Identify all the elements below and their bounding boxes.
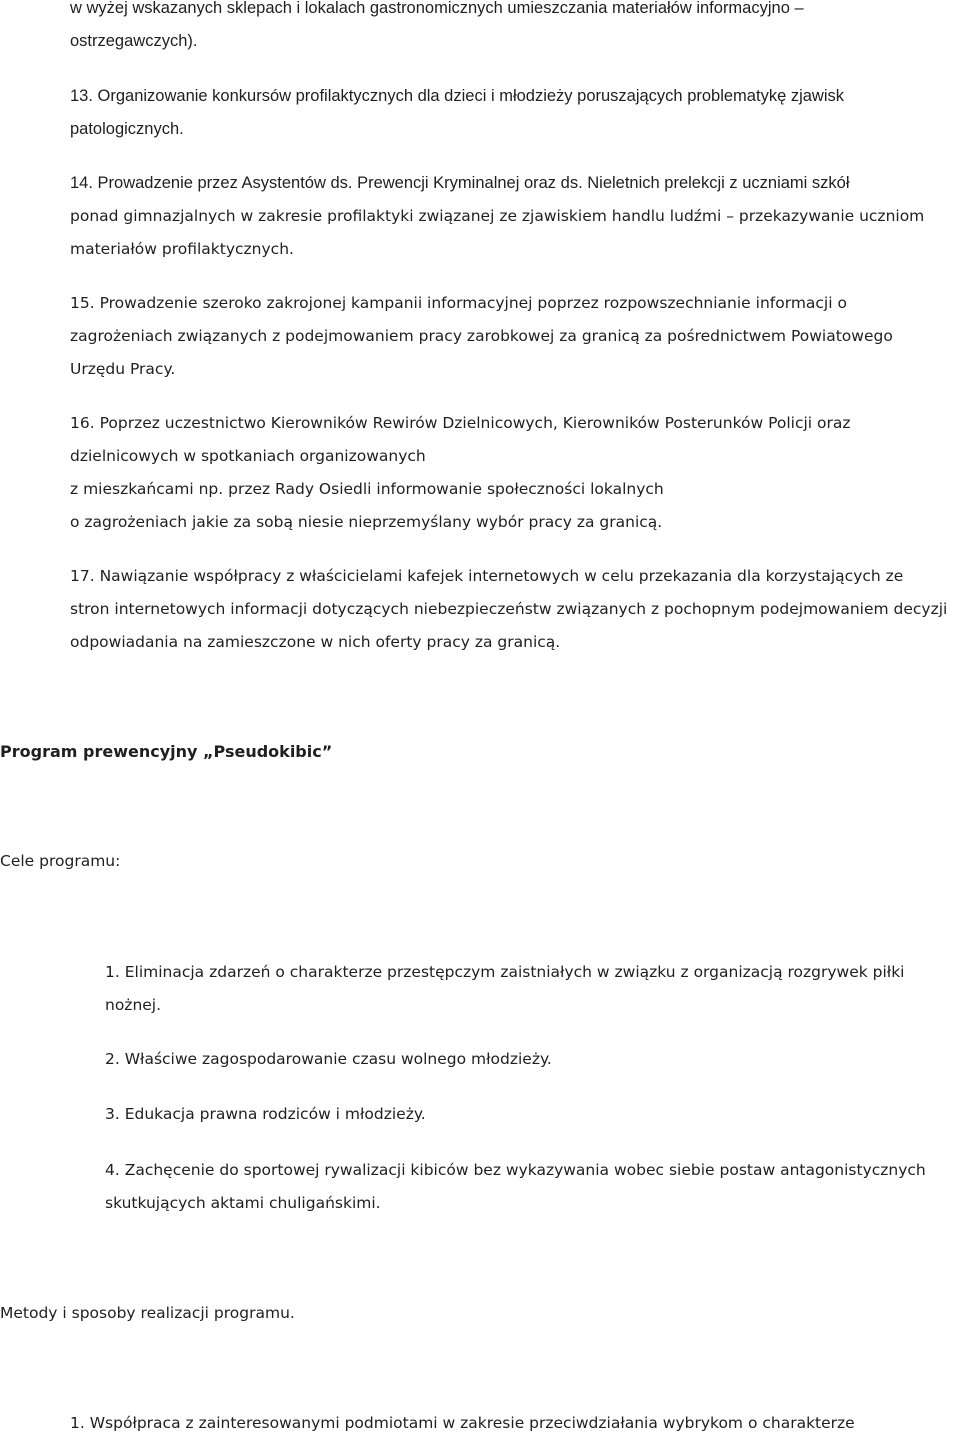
list-item-15 bbox=[70, 287, 958, 386]
text-line: ponad gimnazjalnych w zakresie profilaktyki związanej ze zjawiskiem handlu ludźmi – przekazywanie uczniom bbox=[70, 207, 925, 225]
text-line: odpowiadania na zamieszczone w nich oferty pracy za granicą. bbox=[70, 633, 561, 651]
list-item-17 bbox=[70, 560, 958, 659]
text-line: 13. Organizowanie konkursów profilaktycznych dla dzieci i młodzieży poruszających problematykę zjawisk bbox=[70, 87, 845, 105]
program-title: Program prewencyjny „Pseudokibic” bbox=[0, 742, 333, 761]
goals-heading: Cele programu: bbox=[0, 852, 121, 870]
text-line: skutkujących aktami chuligańskimi. bbox=[105, 1194, 381, 1212]
list-item-13 bbox=[70, 80, 958, 146]
goal-item-1 bbox=[105, 956, 955, 1022]
text-line: dzielnicowych w spotkaniach organizowanych bbox=[70, 447, 426, 465]
text-line: stron internetowych informacji dotyczących niebezpieczeństw związanych z pochopnym podejmowaniem decyzji bbox=[70, 600, 948, 618]
text-line: 16. Poprzez uczestnictwo Kierowników Rewirów Dzielnicowych, Kierowników Posterunków Policji oraz bbox=[70, 414, 851, 432]
text-line: o zagrożeniach jakie za sobą niesie nieprzemyślany wybór pracy za granicą. bbox=[70, 513, 663, 531]
list-item-14 bbox=[70, 167, 958, 266]
text-line: 4. Zachęcenie do sportowej rywalizacji kibiców bez wykazywania wobec siebie postaw antagonistycznych bbox=[105, 1161, 926, 1179]
text-line: 3. Edukacja prawna rodziców i młodzieży. bbox=[105, 1105, 426, 1123]
text-line: 1. Współpraca z zainteresowanymi podmiotami w zakresie przeciwdziałania wybrykom o charakterze bbox=[70, 1414, 855, 1432]
text-line: patologicznych. bbox=[70, 120, 184, 138]
text-line: materiałów profilaktycznych. bbox=[70, 240, 294, 258]
text-line: 15. Prowadzenie szeroko zakrojonej kampanii informacyjnej poprzez rozpowszechnianie informacji o bbox=[70, 294, 847, 312]
list-item-16 bbox=[70, 407, 958, 539]
text-line: 14. Prowadzenie przez Asystentów ds. Prewencji Kryminalnej oraz ds. Nieletnich prelekcji z uczniami szkół bbox=[70, 174, 850, 192]
text-line: zagrożeniach związanych z podejmowaniem pracy zarobkowej za granicą za pośrednictwem Powiatowego bbox=[70, 327, 893, 345]
goal-item-4 bbox=[105, 1154, 955, 1220]
goal-item-2 bbox=[105, 1043, 955, 1076]
text-line: 17. Nawiązanie współpracy z właścicielami kafejek internetowych w celu przekazania dla korzystających ze bbox=[70, 567, 904, 585]
text-line: ostrzegawczych). bbox=[70, 32, 198, 50]
methods-heading: Metody i sposoby realizacji programu. bbox=[0, 1304, 295, 1322]
text-line: nożnej. bbox=[105, 996, 162, 1014]
goal-item-3 bbox=[105, 1098, 955, 1131]
text-line: z mieszkańcami np. przez Rady Osiedli informowanie społeczności lokalnych bbox=[70, 480, 664, 498]
intro-paragraph bbox=[70, 0, 958, 58]
text-line: 2. Właściwe zagospodarowanie czasu wolnego młodzieży. bbox=[105, 1050, 552, 1068]
text-line: w wyżej wskazanych sklepach i lokalach gastronomicznych umieszczania materiałów informacyjno – bbox=[70, 0, 804, 17]
text-line: Urzędu Pracy. bbox=[70, 360, 176, 378]
method-item-1 bbox=[70, 1407, 958, 1440]
text-line: 1. Eliminacja zdarzeń o charakterze przestępczym zaistniałych w związku z organizacją rozgrywek piłki bbox=[105, 963, 905, 981]
